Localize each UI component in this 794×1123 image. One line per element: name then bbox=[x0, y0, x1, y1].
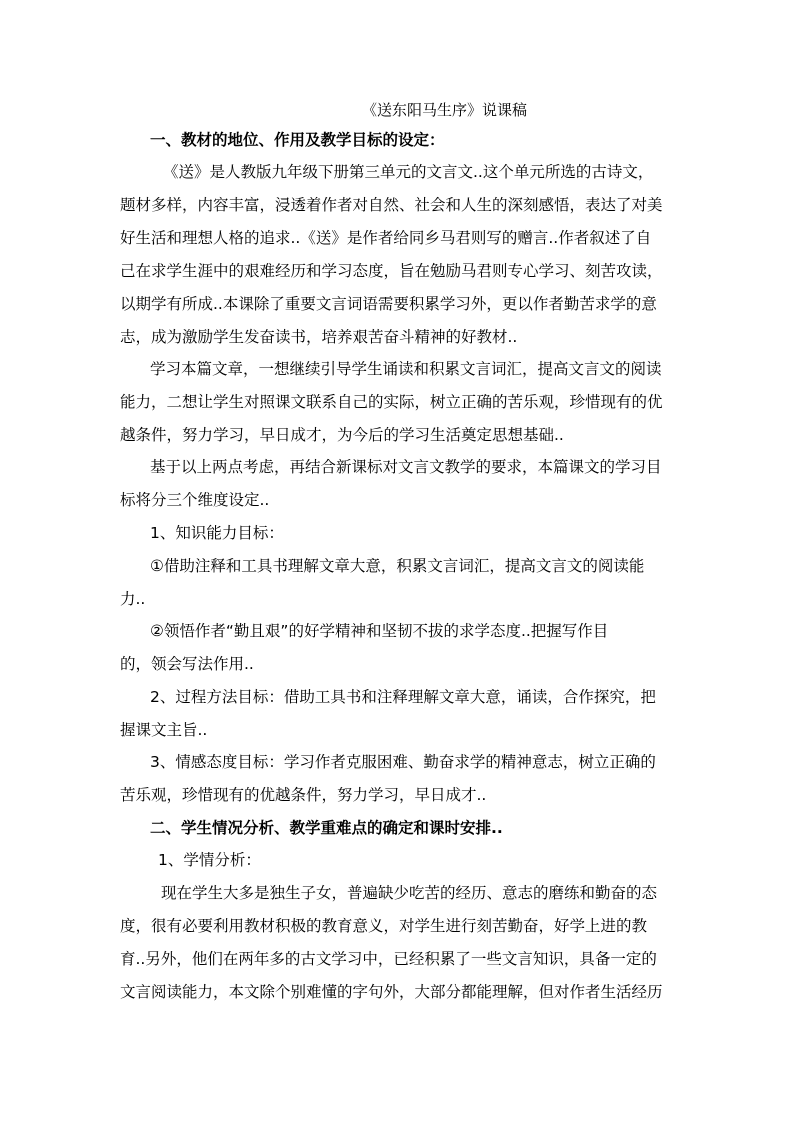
student-analysis-label: 1、学情分析： bbox=[158, 851, 261, 869]
text-line: 育..另外，他们在两年多的古文学习中，已经积累了一些文言知识，具备一定的 bbox=[120, 950, 657, 968]
text-line: 度，很有必要利用教材积极的教育意义，对学生进行刻苦勤奋，好学上进的教 bbox=[120, 917, 648, 935]
text-line: ②领悟作者“勤且艰”的好学精神和坚韧不拔的求学态度..把握写作目 bbox=[150, 622, 609, 640]
goal-1-label: 1、知识能力目标： bbox=[150, 524, 284, 542]
text-line: 志，成为激励学生发奋读书，培养艰苦奋斗精神的好教材.. bbox=[120, 328, 518, 346]
text-line: 好生活和理想人格的追求..《送》是作者给同乡马君则写的赠言..作者叙述了自 bbox=[120, 229, 652, 247]
text-line: 能力，二想让学生对照课文联系自己的实际，树立正确的苦乐观，珍惜现有的优 bbox=[120, 393, 663, 411]
text-line: 基于以上两点考虑，再结合新课标对文言文教学的要求，本篇课文的学习目 bbox=[150, 458, 662, 476]
text-line: ①借助注释和工具书理解文章大意，积累文言词汇，提高文言文的阅读能 bbox=[150, 557, 645, 575]
text-line: 苦乐观，珍惜现有的优越条件，努力学习，早日成才.. bbox=[120, 786, 487, 804]
text-line: 握课文主旨.. bbox=[120, 721, 208, 739]
text-line: 的，领会写法作用.. bbox=[120, 655, 254, 673]
document-title: 《送东阳马生序》说课稿 bbox=[362, 101, 528, 119]
text-line: 力.. bbox=[120, 590, 146, 608]
text-line: 标将分三个维度设定.. bbox=[120, 491, 270, 509]
text-line: 文言阅读能力，本文除个别难懂的字句外，大部分都能理解，但对作者生活经历 bbox=[120, 983, 663, 1001]
text-line: 《送》是人教版九年级下册第三单元的文言文..这个单元所选的古诗文， bbox=[163, 163, 654, 181]
section-2-heading: 二、学生情况分析、教学重难点的确定和课时安排.. bbox=[150, 819, 503, 837]
text-line: 己在求学生涯中的艰难经历和学习态度，旨在勉励马君则专心学习、刻苦攻读， bbox=[120, 262, 663, 280]
text-line: 学习本篇文章，一想继续引导学生诵读和积累文言词汇，提高文言文的阅读 bbox=[150, 360, 662, 378]
text-line: 现在学生大多是独生子女，普遍缺少吃苦的经历、意志的磨练和勤奋的态 bbox=[161, 884, 658, 902]
text-line: 3、情感态度目标：学习作者克服困难、勤奋求学的精神意志，树立正确的 bbox=[150, 753, 656, 771]
section-1-heading: 一、教材的地位、作用及教学目标的设定： bbox=[150, 131, 445, 149]
text-line: 越条件，努力学习，早日成才，为今后的学习生活奠定思想基础.. bbox=[120, 426, 564, 444]
text-line: 以期学有所成..本课除了重要文言词语需要积累学习外，更以作者勤苦求学的意 bbox=[120, 295, 657, 313]
text-line: 2、过程方法目标：借助工具书和注释理解文章大意，诵读，合作探究，把 bbox=[150, 688, 656, 706]
text-line: 题材多样，内容丰富，浸透着作者对自然、社会和人生的深刻感悟，表达了对美 bbox=[120, 196, 663, 214]
